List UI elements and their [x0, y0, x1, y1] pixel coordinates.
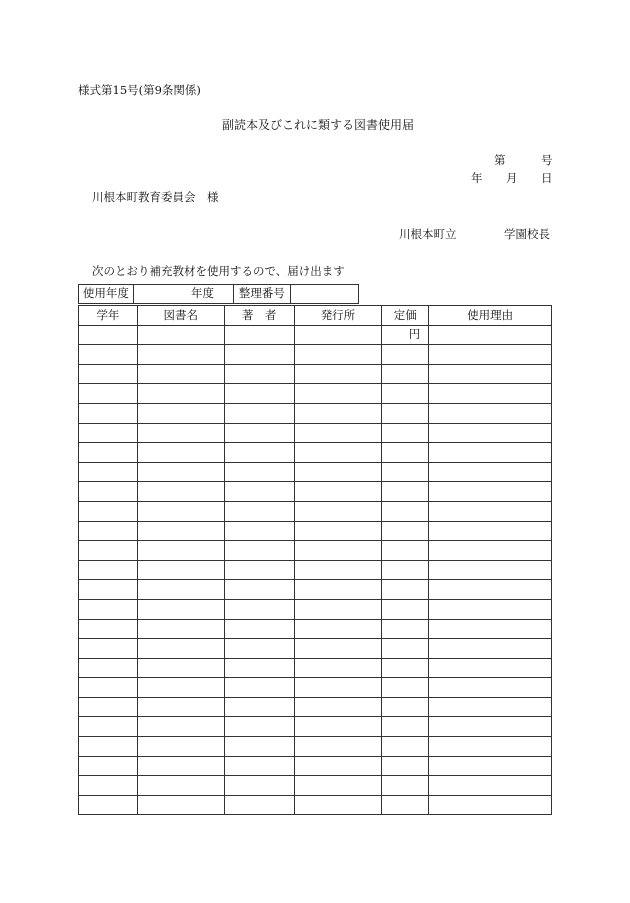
table-cell[interactable]	[79, 580, 138, 600]
table-cell[interactable]	[429, 560, 552, 580]
table-cell[interactable]	[382, 364, 429, 384]
table-cell[interactable]	[79, 619, 138, 639]
table-cell[interactable]	[79, 776, 138, 796]
table-cell[interactable]	[382, 639, 429, 659]
document-title: 副読本及びこれに類する図書使用届	[222, 118, 415, 132]
table-cell[interactable]	[137, 697, 224, 717]
table-cell[interactable]	[382, 776, 429, 796]
table-cell[interactable]	[224, 560, 294, 580]
table-cell[interactable]	[137, 756, 224, 776]
table-cell[interactable]	[137, 403, 224, 423]
table-cell[interactable]	[294, 403, 382, 423]
table-cell[interactable]	[382, 737, 429, 757]
table-cell[interactable]	[382, 678, 429, 698]
table-cell[interactable]	[382, 423, 429, 443]
table-cell[interactable]	[294, 325, 382, 345]
table-cell[interactable]	[224, 364, 294, 384]
sender-school: 川根本町立	[399, 227, 457, 241]
table-row	[79, 697, 552, 717]
table-cell[interactable]	[137, 678, 224, 698]
table-cell[interactable]	[294, 599, 382, 619]
reg-number-label: 整理番号	[234, 285, 291, 304]
column-header: 学年	[79, 306, 138, 326]
table-cell[interactable]	[137, 776, 224, 796]
table-cell[interactable]	[79, 325, 138, 345]
table-cell[interactable]	[137, 541, 224, 561]
table-cell[interactable]	[294, 560, 382, 580]
table-row	[79, 462, 552, 482]
table-row	[79, 737, 552, 757]
table-cell[interactable]	[137, 658, 224, 678]
table-cell[interactable]	[382, 325, 429, 345]
table-cell[interactable]	[382, 462, 429, 482]
table-cell[interactable]	[429, 462, 552, 482]
table-cell[interactable]	[294, 756, 382, 776]
table-cell[interactable]	[294, 501, 382, 521]
table-cell[interactable]	[429, 501, 552, 521]
table-cell[interactable]	[429, 443, 552, 463]
usage-year-label: 使用年度	[79, 285, 134, 304]
table-row	[79, 599, 552, 619]
table-cell[interactable]	[294, 697, 382, 717]
table-cell[interactable]	[382, 403, 429, 423]
table-cell[interactable]	[224, 541, 294, 561]
table-cell[interactable]	[429, 795, 552, 815]
table-cell[interactable]	[137, 443, 224, 463]
table-cell[interactable]	[224, 501, 294, 521]
table-cell[interactable]	[382, 795, 429, 815]
table-cell[interactable]	[137, 599, 224, 619]
table-cell[interactable]	[137, 325, 224, 345]
table-cell[interactable]	[224, 619, 294, 639]
table-row	[79, 482, 552, 502]
table-cell[interactable]	[429, 364, 552, 384]
table-cell[interactable]	[429, 599, 552, 619]
table-cell[interactable]	[79, 423, 138, 443]
table-cell[interactable]	[137, 639, 224, 659]
year-suffix: 年度	[191, 286, 215, 301]
statement: 次のとおり補充教材を使用するので、届け出ます	[92, 264, 345, 278]
table-cell[interactable]	[224, 658, 294, 678]
table-cell[interactable]	[79, 541, 138, 561]
table-row	[79, 795, 552, 815]
table-cell[interactable]	[294, 717, 382, 737]
table-cell[interactable]	[294, 580, 382, 600]
table-cell[interactable]	[429, 737, 552, 757]
table-cell[interactable]	[79, 717, 138, 737]
table-cell[interactable]	[137, 619, 224, 639]
table-cell[interactable]	[79, 795, 138, 815]
table-cell[interactable]	[294, 639, 382, 659]
table-cell[interactable]	[429, 345, 552, 365]
table-row	[79, 580, 552, 600]
table-row	[79, 541, 552, 561]
table-cell[interactable]	[224, 580, 294, 600]
table-cell[interactable]	[382, 697, 429, 717]
table-row	[79, 521, 552, 541]
table-cell[interactable]	[429, 580, 552, 600]
table-cell[interactable]	[382, 756, 429, 776]
table-cell[interactable]	[382, 443, 429, 463]
table-cell[interactable]	[224, 599, 294, 619]
table-cell[interactable]	[137, 795, 224, 815]
table-cell[interactable]	[224, 345, 294, 365]
table-cell[interactable]	[224, 639, 294, 659]
table-cell[interactable]	[79, 560, 138, 580]
column-header: 定価	[382, 306, 429, 326]
table-cell[interactable]	[382, 384, 429, 404]
table-cell[interactable]	[429, 619, 552, 639]
table-cell[interactable]	[79, 639, 138, 659]
table-cell[interactable]	[294, 737, 382, 757]
table-row	[79, 658, 552, 678]
table-cell[interactable]	[382, 541, 429, 561]
table-cell[interactable]	[79, 443, 138, 463]
table-cell[interactable]	[294, 658, 382, 678]
table-cell[interactable]	[79, 658, 138, 678]
table-cell[interactable]	[79, 482, 138, 502]
table-cell[interactable]	[137, 462, 224, 482]
table-cell[interactable]	[294, 678, 382, 698]
table-cell[interactable]	[429, 678, 552, 698]
table-row	[79, 423, 552, 443]
table-row	[79, 384, 552, 404]
table-cell[interactable]	[429, 658, 552, 678]
table-cell[interactable]	[79, 462, 138, 482]
table-cell[interactable]	[382, 501, 429, 521]
table-cell[interactable]	[294, 776, 382, 796]
table-cell[interactable]	[294, 443, 382, 463]
table-cell[interactable]	[294, 521, 382, 541]
table-row	[79, 619, 552, 639]
table-cell[interactable]	[429, 384, 552, 404]
table-cell[interactable]	[429, 639, 552, 659]
table-cell[interactable]	[224, 521, 294, 541]
table-cell[interactable]	[429, 403, 552, 423]
table-row	[79, 403, 552, 423]
table-cell[interactable]	[79, 501, 138, 521]
table-cell[interactable]	[137, 482, 224, 502]
table-cell[interactable]	[382, 482, 429, 502]
column-header: 使用理由	[429, 306, 552, 326]
reg-number-value[interactable]	[290, 285, 358, 304]
table-cell[interactable]	[224, 795, 294, 815]
table-cell[interactable]	[79, 599, 138, 619]
sender-principal: 学園校長	[504, 227, 550, 241]
table-cell[interactable]	[382, 599, 429, 619]
table-cell[interactable]	[224, 717, 294, 737]
table-cell[interactable]	[224, 325, 294, 345]
table-row	[79, 443, 552, 463]
form-number: 様式第15号(第9条関係)	[78, 83, 201, 97]
number-dai: 第	[494, 153, 506, 167]
table-cell[interactable]	[137, 717, 224, 737]
date-month: 月	[506, 171, 518, 185]
column-header: 著 者	[224, 306, 294, 326]
meta-table	[78, 284, 359, 304]
table-cell[interactable]	[294, 619, 382, 639]
table-cell[interactable]	[294, 482, 382, 502]
column-header: 発行所	[294, 306, 382, 326]
table-cell[interactable]	[294, 423, 382, 443]
table-cell[interactable]	[79, 403, 138, 423]
table-cell[interactable]	[429, 423, 552, 443]
table-cell[interactable]	[382, 560, 429, 580]
table-cell[interactable]	[429, 541, 552, 561]
table-cell[interactable]	[429, 325, 552, 345]
table-cell[interactable]	[382, 717, 429, 737]
table-cell[interactable]	[79, 737, 138, 757]
table-row	[79, 325, 552, 345]
table-cell[interactable]	[79, 364, 138, 384]
table-row	[79, 756, 552, 776]
table-cell[interactable]	[137, 580, 224, 600]
table-cell[interactable]	[382, 580, 429, 600]
table-cell[interactable]	[294, 541, 382, 561]
table-cell[interactable]	[79, 697, 138, 717]
number-go: 号	[541, 153, 553, 167]
table-cell[interactable]	[137, 364, 224, 384]
table-cell[interactable]	[224, 697, 294, 717]
column-header: 図書名	[137, 306, 224, 326]
table-cell[interactable]	[429, 756, 552, 776]
table-row	[79, 639, 552, 659]
table-row	[79, 364, 552, 384]
table-cell[interactable]	[294, 384, 382, 404]
table-cell[interactable]	[224, 403, 294, 423]
table-cell[interactable]	[224, 756, 294, 776]
table-row	[79, 717, 552, 737]
table-cell[interactable]	[224, 462, 294, 482]
table-cell[interactable]	[429, 776, 552, 796]
table-cell[interactable]	[137, 384, 224, 404]
table-cell[interactable]	[79, 384, 138, 404]
book-table	[78, 305, 552, 815]
table-cell[interactable]	[382, 521, 429, 541]
table-cell[interactable]	[382, 345, 429, 365]
table-cell[interactable]	[79, 756, 138, 776]
table-cell[interactable]	[224, 423, 294, 443]
table-cell[interactable]	[224, 737, 294, 757]
table-cell[interactable]	[137, 501, 224, 521]
table-cell[interactable]	[79, 345, 138, 365]
table-cell[interactable]	[429, 521, 552, 541]
price-unit: 円	[408, 327, 421, 342]
table-cell[interactable]	[294, 364, 382, 384]
table-cell[interactable]	[382, 658, 429, 678]
date-day: 日	[541, 171, 553, 185]
table-cell[interactable]	[294, 795, 382, 815]
table-row	[79, 776, 552, 796]
table-row	[79, 501, 552, 521]
usage-year-value[interactable]	[133, 285, 233, 304]
table-cell[interactable]	[137, 737, 224, 757]
table-cell[interactable]	[79, 678, 138, 698]
table-cell[interactable]	[294, 462, 382, 482]
table-row	[79, 345, 552, 365]
table-cell[interactable]	[79, 521, 138, 541]
table-cell[interactable]	[137, 560, 224, 580]
table-row	[79, 678, 552, 698]
date-year: 年	[471, 171, 483, 185]
table-row	[79, 560, 552, 580]
table-cell[interactable]	[137, 423, 224, 443]
table-cell[interactable]	[224, 482, 294, 502]
table-cell[interactable]	[224, 443, 294, 463]
table-cell[interactable]	[429, 482, 552, 502]
table-cell[interactable]	[137, 521, 224, 541]
table-cell[interactable]	[137, 345, 224, 365]
addressee: 川根本町教育委員会 様	[92, 190, 219, 204]
table-cell[interactable]	[294, 345, 382, 365]
table-header-row	[79, 306, 552, 326]
table-cell[interactable]	[224, 776, 294, 796]
table-cell[interactable]	[429, 697, 552, 717]
table-cell[interactable]	[429, 717, 552, 737]
table-cell[interactable]	[382, 619, 429, 639]
table-cell[interactable]	[224, 384, 294, 404]
table-cell[interactable]	[224, 678, 294, 698]
